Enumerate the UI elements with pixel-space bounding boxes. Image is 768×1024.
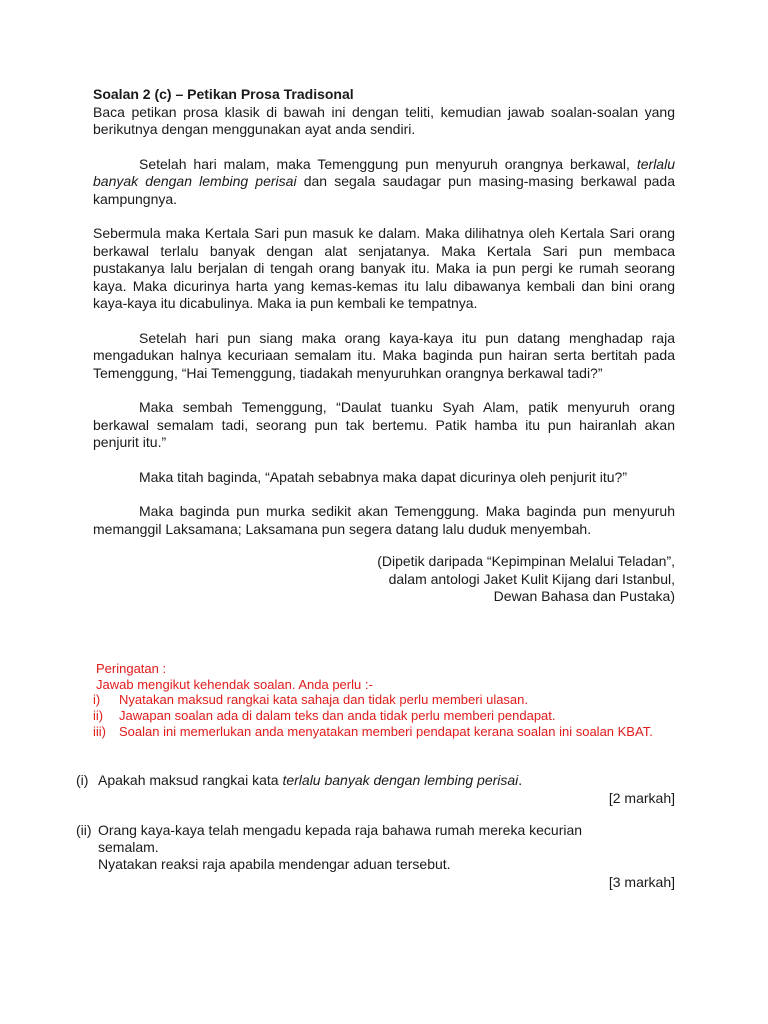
- instruction-text: Baca petikan prosa klasik di bawah ini dengan teliti, kemudian jawab soalan-soalan yang berikutnya dengan menggunakan ayat anda sendiri.: [93, 103, 675, 137]
- warning-intro: Jawab mengikut kehendak soalan. Anda perlu :-: [96, 676, 373, 692]
- question-title: Soalan 2 (c) – Petikan Prosa Tradisonal: [93, 86, 354, 102]
- warning-item-text: Jawapan soalan ada di dalam teks dan anda tidak perlu memberi pendapat.: [119, 708, 556, 724]
- citation-line-2: dalam antologi Jaket Kulit Kijang dari Istanbul,: [388, 570, 675, 587]
- question-2-number: (ii): [76, 822, 92, 838]
- question-2-marks: [3 markah]: [608, 874, 675, 890]
- question-2-instruction: Nyatakan reaksi raja apabila mendengar aduan tersebut.: [98, 856, 451, 872]
- passage-paragraph-5: Maka titah baginda, “Apatah sebabnya maka dapat dicurinya oleh penjurit itu?”: [139, 468, 627, 485]
- warning-item-text: Soalan ini memerlukan anda menyatakan memberi pendapat kerana soalan ini soalan KBAT.: [119, 723, 653, 739]
- warning-item: [93, 708, 675, 724]
- question-2-line: [76, 822, 675, 856]
- question-1: [76, 772, 675, 807]
- passage-paragraph-3: Setelah hari pun siang maka orang kaya-kaya itu pun datang menghadap raja mengadukan halnya kecuriaan semalam itu. Maka baginda pun hairan serta bertitah pada Temenggung, “Hai Temenggung, tiadakah menyuruhkan orangnya berkawal tadi?”: [93, 329, 675, 381]
- passage-p1-text-end: dan segala saudagar pun masing-masing berkawal pada kampungnya.: [93, 173, 675, 207]
- warning-heading: Peringatan :: [96, 661, 167, 676]
- warning-item-number: i): [93, 692, 101, 708]
- passage-paragraph-4: Maka sembah Temenggung, “Daulat tuanku Syah Alam, patik menyuruh orang berkawal semalam tadi, seorang pun tak bertemu. Patik hamba itu pun hairanlah akan penjurit itu.”: [93, 399, 675, 450]
- question-1-marks: [2 markah]: [608, 790, 675, 806]
- question-2-text: Orang kaya-kaya telah mengadu kepada raja bahawa rumah mereka kecurian semalam.: [98, 822, 583, 855]
- citation-line-3: Dewan Bahasa dan Pustaka): [493, 588, 675, 604]
- warning-item-number: ii): [93, 708, 104, 724]
- warning-item: [93, 724, 675, 740]
- question-1-line: [76, 772, 675, 789]
- passage-p1-text: Setelah hari malam, maka Temenggung pun menyuruh orangnya berkawal,: [139, 155, 637, 172]
- warning-box: [93, 661, 675, 740]
- question-1-italic: terlalu banyak dengan lembing perisai: [282, 772, 519, 788]
- passage-paragraph-2: Sebermula maka Kertala Sari pun masuk ke dalam. Maka dilihatnya oleh Kertala Sari orang berkawal terlalu banyak dengan alat senjatanya. Maka Kertala Sari pun membaca pustakanya lalu berjalan di tengah orang banyak itu. Maka ia pun pergi ke rumah seorang kaya. Maka dicurinya harta yang kemas-kemas itu lalu dibawanya kembali dan bini orang kaya-kaya itu dicabulinya. Maka ia pun kembali ke tempatnya.: [93, 225, 675, 311]
- warning-item: [93, 692, 675, 708]
- warning-item-text: Nyatakan maksud rangkai kata sahaja dan tidak perlu memberi ulasan.: [119, 692, 529, 708]
- passage-paragraph-6: Maka baginda pun murka sedikit akan Temenggung. Maka baginda pun menyuruh memanggil Laksamana; Laksamana pun segera datang lalu duduk menyembah.: [93, 503, 675, 537]
- question-1-text-end: .: [518, 772, 523, 788]
- citation-line-1: (Dipetik daripada “Kepimpinan Melalui Teladan”,: [377, 553, 675, 569]
- passage-paragraph-1: [93, 156, 675, 209]
- passage-section: [93, 86, 675, 606]
- question-1-number: (i): [76, 772, 89, 788]
- question-1-text: [98, 772, 522, 789]
- question-2: [76, 822, 675, 891]
- passage-p1-italic: terlalu banyak dengan lembing perisai: [93, 155, 675, 189]
- warning-item-number: iii): [93, 723, 106, 739]
- question-1-text-start: Apakah maksud rangkai kata: [98, 772, 283, 788]
